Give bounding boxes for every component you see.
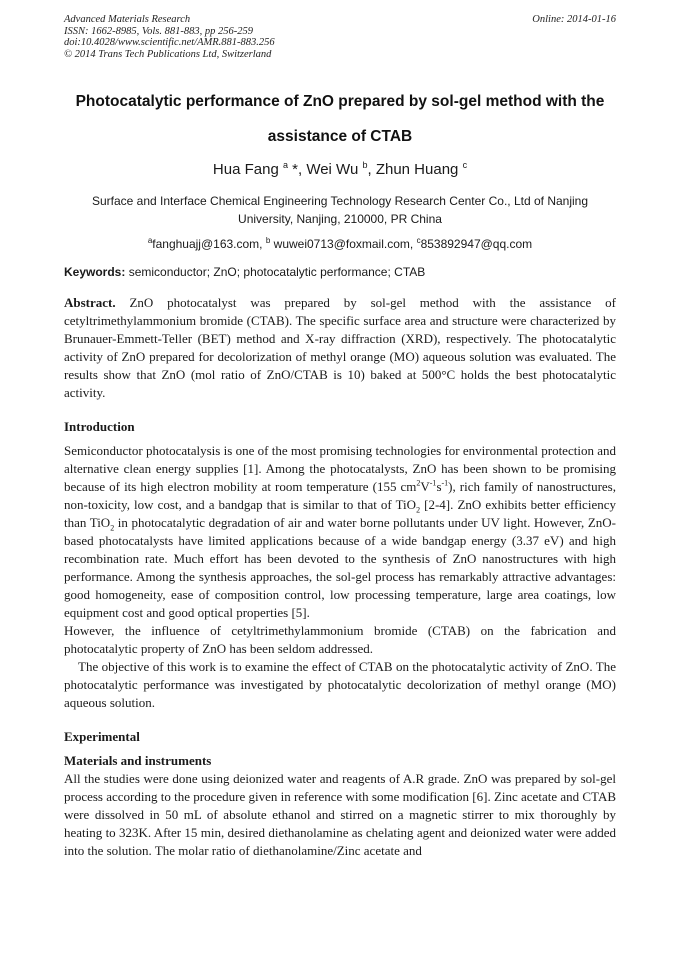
copyright-line: © 2014 Trans Tech Publications Ltd, Switzerland [64,48,272,60]
author-emails [64,236,616,252]
author-3-affil: c [462,160,468,170]
abstract-text: ZnO photocatalyst was prepared by sol-gel method with the assistance of cetyltrimethylammonium bromide (CTAB). The specific surface area and structure were characterized by Brunauer-Emmett-Teller (BET) method and X-ray diffraction (XRD), respectively. The photocatalytic activity of ZnO prepared for decolorization of methyl orange (MO) aqueous solution was evaluated. The results show that ZnO (mol ratio of ZnO/CTAB is 10) baked at 500°C holds the best photocatalytic activity. [64,295,616,400]
paper-title [64,84,616,154]
intro-p1-text-f: in photocatalytic degradation of air and water borne pollutants under UV light. However, ZnO-based photocatalysts have limited applications because of a wide bandgap energy (3.37 eV) and high recombination rate. Much effort has been devoted to the synthesis of ZnO nanostructures with high performance. Among the synthesis approaches, the sol-gel process has remarkably attractive advantages: good homogeneity, ease of composition control, low processing temperature, large area coatings, low equipment cost and good optical properties [5]. [64,515,616,620]
email-1-sup: a [147,236,153,245]
email-3[interactable]: 853892947@qq.com [420,237,533,251]
intro-p1-sup-3: -1 [441,478,449,488]
title-line-1: Photocatalytic performance of ZnO prepared by sol-gel method with the [75,93,605,110]
intro-p1-text-d: ), rich family of nanostructures, non-toxicity, low cost, and a bandgap that is similar to that of TiO [64,479,616,512]
email-3-sup: c [416,236,421,245]
author-3: Zhun Huang [375,161,459,178]
intro-p1-sub-2: 2 [110,523,115,533]
journal-header [64,14,616,60]
intro-p1-text-e: [2-4]. ZnO exhibits better efficiency than TiO [64,497,616,530]
materials-subheading: Materials and instruments [64,753,212,768]
intro-paragraph-2: However, the influence of cetyltrimethylammonium bromide (CTAB) on the fabrication and photocatalytic property of ZnO has been seldom addressed. [64,623,616,656]
author-1-affil: a [282,160,288,170]
experimental-body [64,770,616,860]
abstract-label: Abstract. [64,295,116,310]
corresponding-mark: *, [287,161,307,178]
author-list [64,160,616,180]
experimental-paragraph-1: All the studies were done using deionized water and reagents of A.R grade. ZnO was prepared by sol-gel process according to the procedure given in reference with some modification [6]. Zinc acetate and CTAB were dissolved in 50 mL of absolute ethanol and stirred on a magnetic stirrer to mix thoroughly by heating to 323K. After 15 min, desired diethanolamine as chelating agent and deionized water were added into the solution. The molar ratio of diethanolamine/Zinc acetate and [64,771,616,858]
experimental-heading: Experimental [64,729,140,744]
intro-p1-sup-2: -1 [429,478,437,488]
issn-line: ISSN: 1662-8985, Vols. 881-883, pp 256-259 [64,25,253,37]
intro-p1-text-b: V [420,479,430,494]
author-2-affil: b [362,160,368,170]
intro-p1-text-c: s [436,479,442,494]
keywords-text: semiconductor; ZnO; photocatalytic performance; CTAB [125,265,426,279]
affiliation-line-2: University, Nanjing, 210000, PR China [238,212,442,226]
introduction-body [64,442,616,712]
online-date: Online: 2014-01-16 [532,14,616,25]
email-2-sup: b [265,236,271,245]
intro-paragraph-1 [64,442,616,622]
email-2[interactable]: wuwei0713@foxmail.com, [270,237,417,251]
intro-paragraph-3: The objective of this work is to examine the effect of CTAB on the photocatalytic activity of ZnO. The photocatalytic performance was investigated by photocatalytic decolorization of methyl orange (MO) aqueous solution. [64,659,616,710]
keywords [64,264,616,280]
intro-p1-sup-1: 2 [416,478,421,488]
author-2: Wei Wu [306,161,359,178]
journal-name: Advanced Materials Research [64,14,191,25]
abstract [64,294,616,402]
author-separator: , [367,161,376,178]
intro-p1-sub-1: 2 [416,505,421,515]
email-1[interactable]: fanghuajj@163.com, [152,237,266,251]
author-1: Hua Fang [212,161,279,178]
doi-line: doi:10.4028/www.scientific.net/AMR.881-883.256 [64,37,275,48]
title-line-2: assistance of CTAB [267,128,413,145]
keywords-label: Keywords: [64,265,126,279]
intro-p1-text-a: Semiconductor photocatalysis is one of the most promising technologies for environmental protection and alternative clean energy supplies [1]. Among the photocatalysts, ZnO has been shown to be promising because of its high electron mobility at room temperature (155 cm [64,443,616,494]
introduction-heading: Introduction [64,419,135,434]
affiliation [64,192,616,228]
affiliation-line-1: Surface and Interface Chemical Engineering Technology Research Center Co., Ltd of Nanjing [91,194,589,208]
